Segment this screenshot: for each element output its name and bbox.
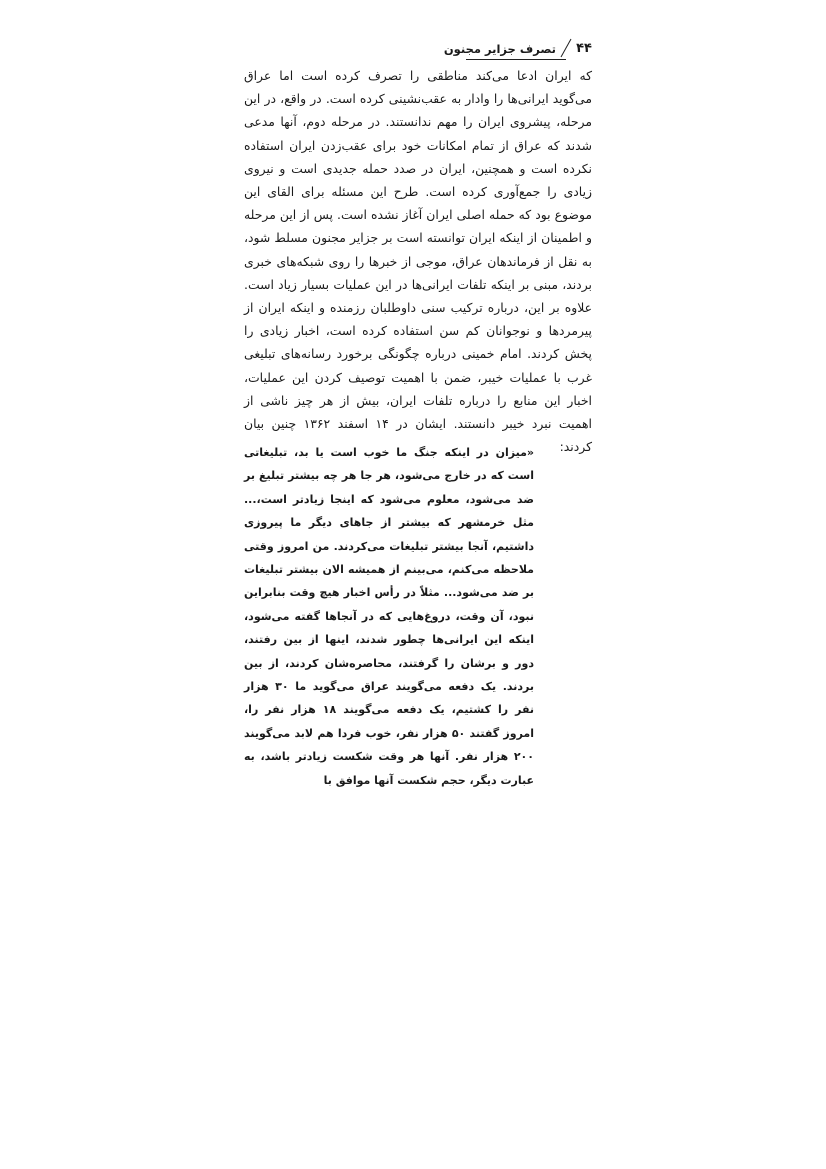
page-header xyxy=(443,38,592,60)
header-divider-slash xyxy=(559,38,573,58)
body-paragraph: که ایران ادعا می‌کند مناطقی را تصرف کرده است اما عراق می‌گوید ایرانی‌ها را وادار به عقب‌نشینی کرده است. در واقع، در این مرحله، پیشروی ایران را مهم ندانستند. در مرحله دوم، آنها مدعی شدند که عراق از تمام امکانات خود برای عقب‌زدن ایران استفاده نکرده است و همچنین، ایران در صدد حمله جدیدی است و نیروی زیادی را جمع‌آوری کرده است. طرح این مسئله برای القای این موضوع بود که حمله اصلی ایران آغاز نشده است. پس از این مرحله و اطمینان از اینکه ایران توانسته است بر جزایر مجنون مسلط شود، به نقل از فرماندهان عراق، موجی از خبرها را روی شبکه‌های خبری بردند، مبنی بر اینکه تلفات ایرانی‌ها در این عملیات بسیار زیاد است. علاوه بر این، درباره ترکیب سنی داوطلبان رزمنده و اینکه ایران از پیرمردها و نوجوانان کم سن استفاده کرده است، اخبار زیادی را پخش کردند. امام خمینی درباره چگونگی برخورد رسانه‌های تبلیغی غرب با عملیات خیبر، ضمن با اهمیت توصیف کردن این عملیات، اخبار این منابع را درباره تلفات ایران، بیش از هر چیز ناشی از اهمیت نبرد خیبر دانستند. ایشان در ۱۴ اسفند ۱۳۶۲ چنین بیان کردند: xyxy=(244,68,592,455)
quote-block: «میزان در اینکه جنگ ما خوب است یا بد، تبلیغاتی است که در خارج می‌شود، هر جا هر چه بیشتر تبلیغ بر ضد می‌شود، معلوم می‌شود که اینجا زیادتر است،... مثل خرمشهر که بیشتر از جاهای دیگر ما پیروزی داشتیم، آنجا بیشتر تبلیغات می‌کردند. من امروز وقتی ملاحظه می‌کنم، می‌بینم از همیشه الان بیشتر تبلیغات بر ضد می‌شود... مثلاً در رأس اخبار هیچ وقت بنابراین نبود، آن وقت، دروغ‌هایی که در آنجاها گفته می‌شود، اینکه این ایرانی‌ها چطور شدند، اینها از بین رفتند، دور و برشان را گرفتند، محاصره‌شان کردند، از بین بردند. یک دفعه می‌گویند عراق می‌گوید ما ۳۰ هزار نفر را کشتیم، یک دفعه می‌گویند ۱۸ هزار نفر را، امروز گفتند ۵۰ هزار نفر، خوب فردا هم لابد می‌گویند ۲۰۰ هزار نفر. آنها هر وقت شکست زیادتر باشد، به عبارت دیگر، حجم شکست آنها موافق با xyxy=(244,446,534,787)
running-title: تصرف جزایر مجنون xyxy=(443,42,556,56)
page-number: ۴۴ xyxy=(576,41,592,56)
header-rule xyxy=(466,59,566,60)
